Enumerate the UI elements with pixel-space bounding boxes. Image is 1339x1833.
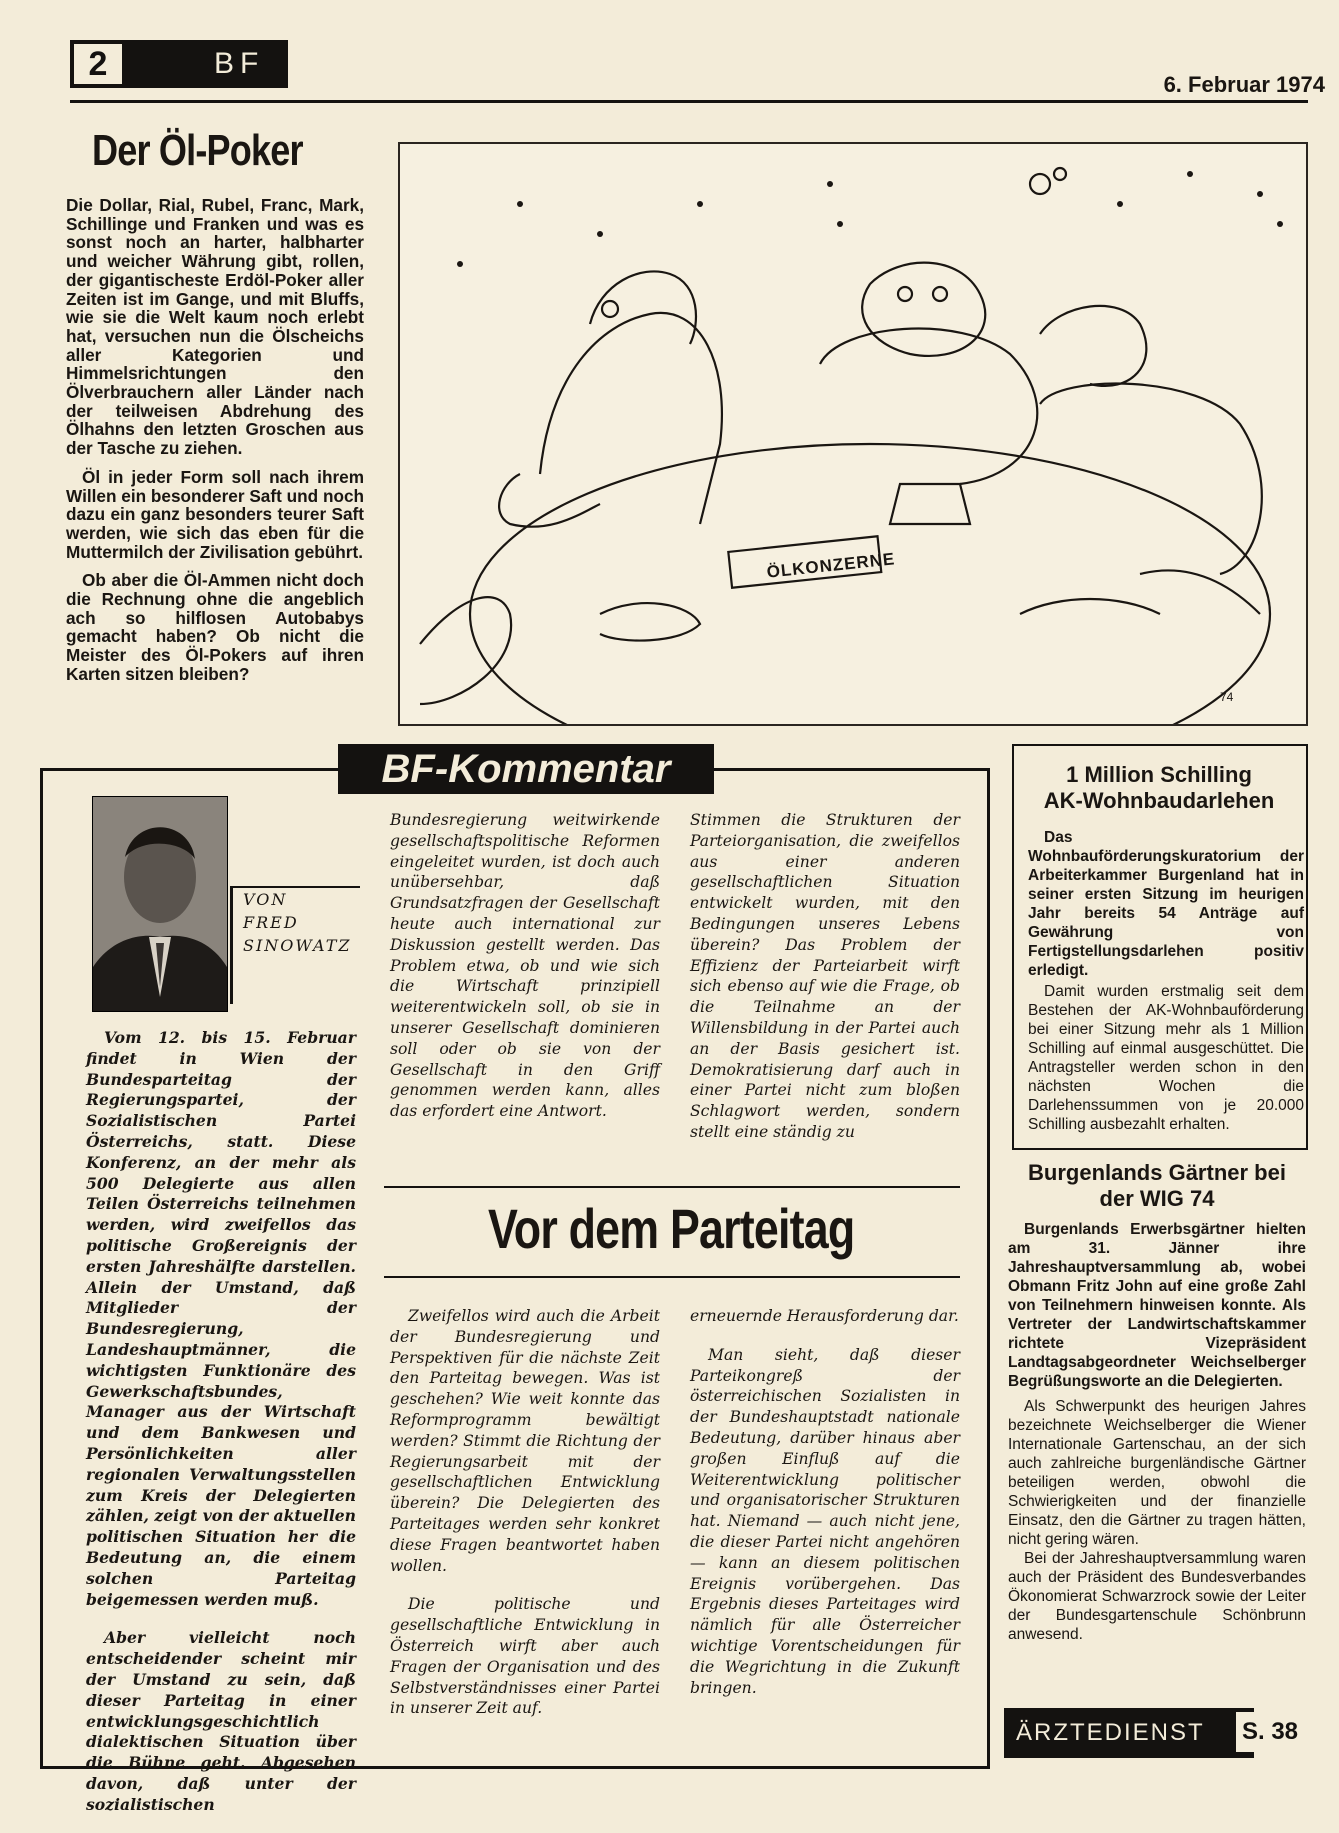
article-paragraph: Die politische und gesellschaftliche Entwicklung in Österreich wirft aber auch Fragen der Organisation und des Selbstverständnisses einer Partei in unserer Zeit auf.	[390, 1595, 660, 1718]
oel-poker-article	[66, 196, 364, 694]
page-number: 2	[74, 44, 122, 84]
author-silhouette	[93, 797, 227, 1011]
kommentar-col2-top	[390, 810, 660, 1140]
kommentar-col1	[86, 1028, 356, 1833]
article-paragraph: Die Dollar, Rial, Rubel, Franc, Mark, Schillinge und Franken und was es sonst noch an harter, halbharter und weicher Währung gibt, rollen, der gigantischeste Erdöl-Poker aller Zeiten ist im Gange, und mit Bluffs, wie sie die Welt kaum noch erlebt hat, versuchen nun die Ölscheichs aller Kategorien und Himmelsrichtungen den Ölverbrauchern aller Länder nach der teilweisen Abdrehung des Ölhahns den letzten Groschen aus der Tasche zu ziehen.	[66, 195, 364, 459]
subhead-rule-top	[384, 1186, 960, 1188]
byline-rule	[230, 886, 360, 888]
article-paragraph: erneuernde Herausforderung dar.	[690, 1307, 959, 1325]
ak-headline	[1014, 762, 1304, 814]
byline-line: SINOWATZ	[243, 936, 352, 955]
section-tag: BF	[214, 47, 265, 80]
footer-label: ÄRZTEDIENST	[1016, 1719, 1205, 1746]
article-paragraph: Bundesregierung weitwirkende gesellschaftspolitische Reformen eingeleitet wurden, ist doch auch unübersehbar, daß Grundsatzfragen der Gesellschaft heute auch international zur Diskussion gestellt werden. Das Problem etwa, ob und wie sich die Wirtschaft prinzipiell weiterentwickeln soll, ob sie in unserer Gesellschaft dominieren soll oder ob sie von der Gesellschaft in den Griff genommen werden kann, alles das erfordert eine Antwort.	[390, 811, 660, 1121]
byline-line: VON	[243, 890, 288, 909]
article-paragraph: Ob aber die Öl-Ammen nicht doch die Rechnung ohne die angeblich ach so hilflosen Autobabys gemacht haben? Ob nicht die Meister des Öl-Pokers auf ihren Karten sitzen bleiben?	[66, 570, 364, 684]
cartoon-sign-text: ÖLKONZERNE	[765, 549, 897, 582]
article-paragraph: Vom 12. bis 15. Februar findet in Wien der Bundesparteitag der Regierungspartei, der Sozialistischen Partei Österreichs, statt. Diese Konferenz, an der mehr als 500 Delegierte aus allen Teilen Österreichs teilnehmen werden, wird zweifellos das politische Großereignis der ersten Jahreshälfte darstellen. Allein der Umstand, daß Mitglieder der Bundesregierung, Landeshauptmänner, die wichtigsten Funktionäre des Gewerkschaftsbundes, Manager aus der Wirtschaft und dem Bankwesen und Persönlichkeiten aller regionalen Verwaltungsstellen zum Kreis der Delegierten zählen, zeigt von der aktuellen politischen Situation her die Bedeutung an, die einem solchen Parteitag beigemessen werden muß.	[86, 1028, 356, 1609]
article-paragraph: Zweifellos wird auch die Arbeit der Bundesregierung und Perspektiven für die nächste Zeit den Parteitag bewegen. Was ist geschehen? Wie weit konnte das Reformprogramm bewältigt werden? Stimmt die Richtung der Regierungsarbeit mit der gesellschaftlichen Entwicklung überein? Die Delegierten des Parteitages werden sehr konkret diese Fragen beantwortet haben wollen.	[390, 1307, 660, 1575]
article-paragraph: Als Schwerpunkt des heurigen Jahres bezeichnete Weichselberger die Wiener Internationale Gartenschau, an der sich auch zahlreiche burgenländische Gärtner beteiligen werden, obwohl die Schwierigkeiten und der finanzielle Einsatz, den die Gärtner zu tragen hätten, nicht gering wären.	[1008, 1398, 1306, 1548]
oel-poker-headline: Der Öl-Poker	[92, 126, 303, 175]
cartoon-signature: 74	[1220, 690, 1234, 704]
gaertner-article	[1008, 1220, 1306, 1654]
byline-line: FRED	[243, 913, 299, 932]
top-rule	[70, 100, 1308, 103]
footer-page-ref: S. 38	[1236, 1712, 1304, 1752]
article-paragraph: Damit wurden erstmalig seit dem Bestehen der AK-Wohnbauförderung bei einer Sitzung mehr als 1 Million Schilling auf einmal ausgeschüttet. Die Antragsteller werden schon in den nächsten Wochen die Darlehenssummen von je 20.000 Schilling ausbezahlt erhalten.	[1028, 983, 1304, 1133]
gaertner-headline	[1004, 1160, 1310, 1212]
oil-poker-cartoon	[398, 142, 1308, 726]
subhead-rule-bottom	[384, 1276, 960, 1278]
article-paragraph: Bei der Jahreshauptversammlung waren auch der Präsident des Bundesverbandes Ökonomierat Schwarzrock sowie der Leiter der Bundesgartenschule Schönbrunn anwesend.	[1008, 1550, 1306, 1643]
headline-line: der WIG 74	[1099, 1186, 1215, 1211]
cartoon-drawing	[400, 144, 1306, 724]
kommentar-col3-top	[690, 810, 960, 1161]
article-paragraph: Man sieht, daß dieser Parteikongreß der österreichischen Sozialisten in der Bundeshauptstadt nationale Bedeutung, darüber hinaus aber großen Einfluß auf die Weiterentwicklung politischer und organisatorischer Strukturen hat. Niemand — auch nicht jene, die dieser Partei nicht angehören — kann an diesem politischen Ereignis vorübergehen. Das Ergebnis dieses Parteitages wird nämlich für alle Österreicher wichtige Vorentscheidungen für die Wegrichtung in die Zukunft bringen.	[690, 1345, 960, 1697]
ak-article	[1028, 828, 1304, 1144]
headline-line: 1 Million Schilling	[1066, 762, 1252, 787]
subheadline: Vor dem Parteitag	[488, 1197, 855, 1260]
kommentar-col2-bottom	[390, 1306, 660, 1737]
issue-date: 6. Februar 1974	[1163, 72, 1325, 97]
author-photo	[92, 796, 228, 1012]
kommentar-banner: BF-Kommentar	[338, 744, 714, 794]
byline	[230, 888, 359, 1004]
headline-line: Burgenlands Gärtner bei	[1028, 1160, 1286, 1185]
article-paragraph: Das Wohnbauförderungskuratorium der Arbeiterkammer Burgenland hat in seiner ersten Sitzung im heurigen Jahr bereits 54 Anträge auf Gewährung von Fertigstellungsdarlehen positiv erledigt.	[1028, 829, 1304, 979]
article-paragraph: Öl in jeder Form soll nach ihrem Willen ein besonderer Saft und noch dazu ein ganz besonders teurer Saft werden, wie sich das eben für die Muttermilch der Zivilisation gebührt.	[66, 466, 364, 562]
headline-line: AK-Wohnbaudarlehen	[1043, 788, 1275, 813]
article-lead: Burgenlands Erwerbsgärtner hielten am 31. Jänner ihre Jahreshauptversammlung ab, wobei Obmann Fritz John auf eine große Zahl von Teilnehmern hinweisen konnte. Als Vertreter der Landwirtschaftskammer richtete Vizepräsident Landtagsabgeordneter Weichselberger Begrüßungsworte an die Delegierten.	[1008, 1221, 1306, 1390]
kommentar-col3-bottom	[690, 1306, 960, 1716]
article-paragraph: Aber vielleicht noch entscheidender scheint mir der Umstand zu sein, daß dieser Parteitag in einer entwicklungsgeschichtlich dialektischen Situation über die Bühne geht. Abgesehen davon, daß unter der sozialistischen	[86, 1628, 356, 1814]
article-paragraph: Stimmen die Strukturen der Parteiorganisation, die zweifellos aus einer anderen gesellschaftlichen Situation entwickelt wurden, mit den Bedingungen unseres Lebens überein? Das Problem der Effizienz der Parteiarbeit wirft sich ebenso auf wie die Frage, ob die Teilnahme an der Willensbildung in der Partei auch an der Basis gesichert ist. Demokratisierung darf auch in einer Partei nicht zum bloßen Schlagwort werden, sondern stellt eine ständig zu	[690, 811, 960, 1141]
